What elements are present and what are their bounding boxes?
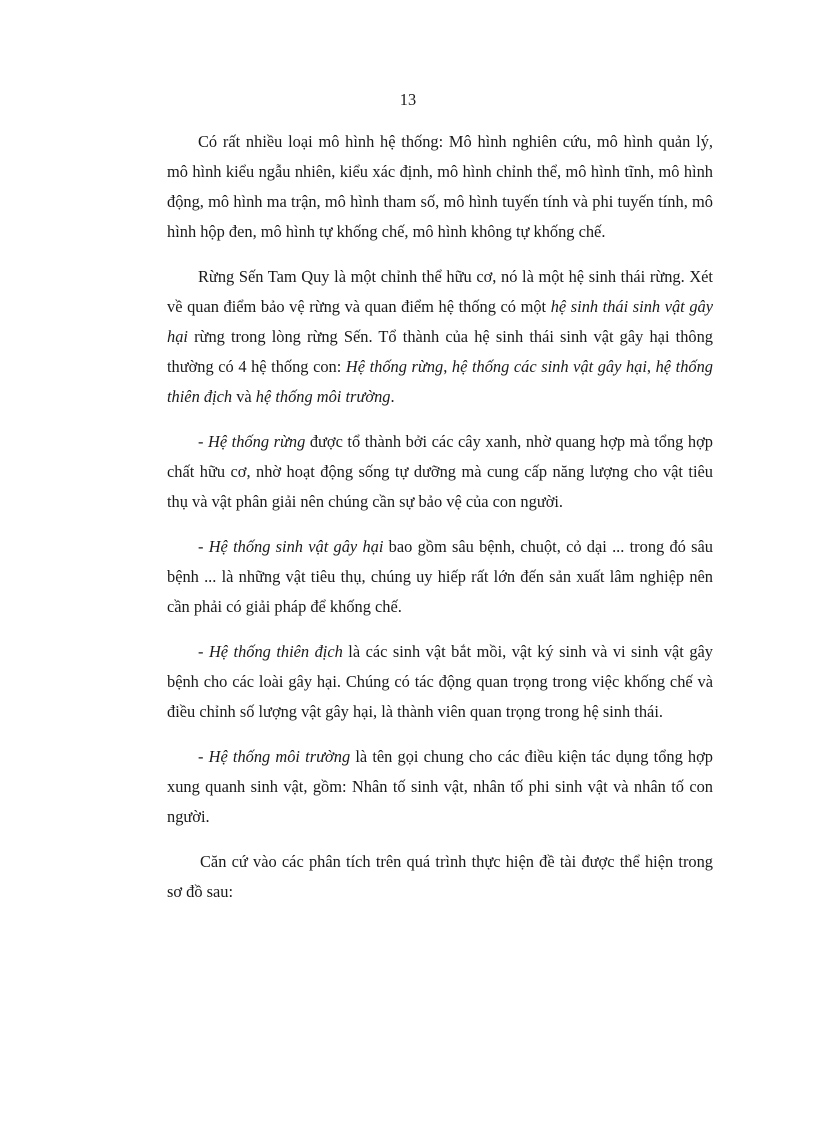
italic-term: hệ thống môi trường [255,387,391,406]
paragraph-environment-system [167,742,713,832]
paragraph-text: là các sinh vật bắt mồi, vật ký sinh và vi sinh vật gây bệnh cho các loài gây hại. Chúng có tác động quan trọng trong việc khống chế và điều chỉnh số lượng vật gây hại, là thành viên quan trọng trong hệ sinh thái. [167,642,713,721]
paragraph-text: bao gồm sâu bệnh, chuột, cỏ dại ... trong đó sâu bệnh ... là những vật tiêu thụ, chúng uy hiếp rất lớn đến sản xuất lâm nghiệp nên cần phải có giải pháp để khống chế. [167,537,713,616]
paragraph-text: được tổ thành bởi các cây xanh, nhờ quang hợp mà tổng hợp chất hữu cơ, nhờ hoạt động sống tự dưỡng mà cung cấp năng lượng cho vật tiêu thụ và vật phân giải nên chúng cần sự bảo vệ của con người. [167,432,713,511]
paragraph-diagram-intro [167,847,713,907]
italic-term: Hệ thống rừng [345,357,444,376]
paragraph-text: là tên gọi chung cho các điều kiện tác dụng tổng hợp xung quanh sinh vật, gồm: Nhân tố sinh vật, nhân tố phi sinh vật và nhân tố con người. [167,747,713,826]
bullet-dash: - [198,537,209,556]
bullet-dash: - [198,642,209,661]
paragraph-text: , [443,357,452,376]
paragraph-text: Rừng Sến Tam Quy là một chỉnh thể hữu cơ, nó là một hệ sinh thái rừng. Xét về quan điểm bảo vệ rừng và quan điểm hệ thống có một [167,267,713,316]
paragraph-pest-system [167,532,713,622]
italic-term: hệ thống các sinh vật gây hại [451,357,647,376]
italic-term: Hệ thống thiên địch [208,642,343,661]
italic-term: Hệ thống rừng [208,432,306,451]
paragraph-text: . [390,387,395,406]
italic-term: hệ thống thiên địch [167,357,713,406]
italic-term: Hệ thống môi trường [208,747,351,766]
italic-term: hệ sinh thái sinh vật gây hại [167,297,714,346]
bullet-dash: - [198,747,209,766]
paragraph-forest-ecosystem [167,262,713,412]
paragraph-forest-system [167,427,713,517]
page-body [167,127,713,922]
paragraph-model-types [167,127,713,247]
page-number: 13 [399,90,417,109]
paragraph-text: , [646,357,656,376]
bullet-dash: - [198,432,209,451]
paragraph-text: rừng trong lòng rừng Sến. Tổ thành của hệ sinh thái sinh vật gây hại thông thường có 4 hệ thống con: [167,327,713,376]
paragraph-text: Căn cứ vào các phân tích trên quá trình thực hiện đề tài được thể hiện trong sơ đồ sau: [167,852,713,901]
paragraph-natural-enemy-system [167,637,713,727]
italic-term: Hệ thống sinh vật gây hại [208,537,384,556]
paragraph-text: Có rất nhiều loại mô hình hệ thống: Mô hình nghiên cứu, mô hình quản lý, mô hình kiểu ngẫu nhiên, kiểu xác định, mô hình chỉnh thể, mô hình tĩnh, mô hình động, mô hình ma trận, mô hình tham số, mô hình tuyến tính và phi tuyến tính, mô hình hộp đen, mô hình tự khống chế, mô hình không tự khống chế. [167,132,713,241]
paragraph-text: và [232,387,256,406]
